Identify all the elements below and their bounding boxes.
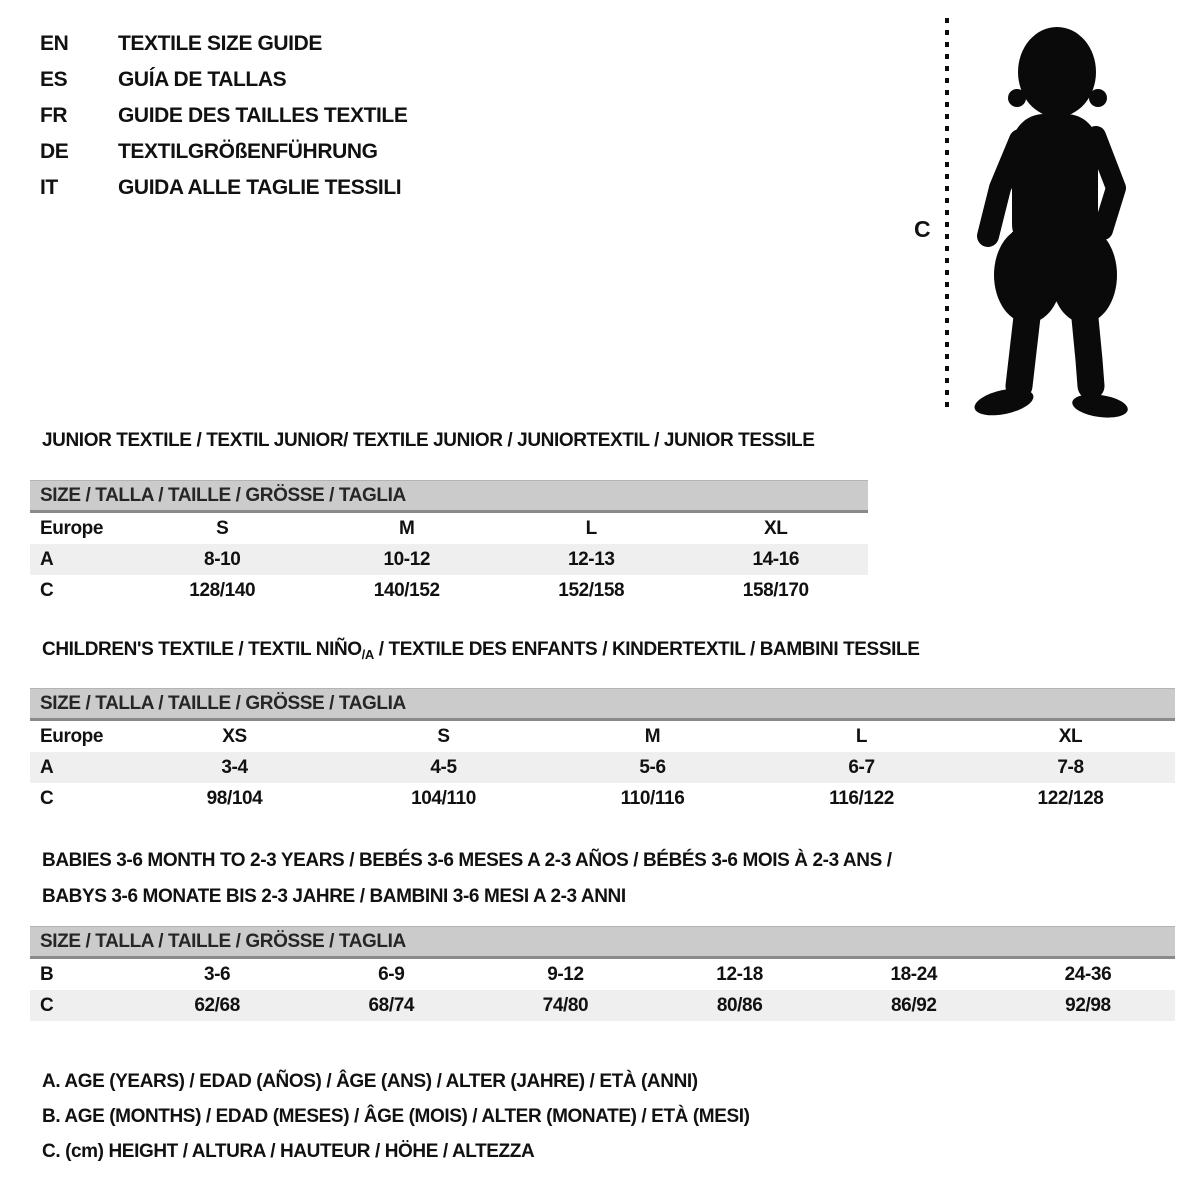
language-row-es xyxy=(40,62,407,98)
row-label: A xyxy=(40,548,54,570)
size-cell: M xyxy=(644,725,661,747)
value-cell: 104/110 xyxy=(411,787,476,809)
value-cell: 86/92 xyxy=(891,994,937,1016)
size-cell: XL xyxy=(1058,725,1083,747)
babies-section-title xyxy=(42,843,892,915)
size-cell: M xyxy=(399,517,415,539)
value-cell: 9-12 xyxy=(547,963,584,985)
language-row-en xyxy=(40,26,407,62)
value-cell: 3-4 xyxy=(221,756,248,778)
babies-size-header-bar: SIZE / TALLA / TAILLE / GRÖSSE / TAGLIA xyxy=(30,926,1175,959)
height-dashed-line xyxy=(943,14,951,418)
value-cell: 140/152 xyxy=(373,579,440,601)
junior-age-row xyxy=(30,544,868,575)
language-label: GUIDA ALLE TAGLIE TESSILI xyxy=(118,176,402,199)
language-row-de xyxy=(40,134,407,170)
value-cell: 62/68 xyxy=(194,994,240,1016)
junior-size-table xyxy=(30,480,868,606)
language-code: IT xyxy=(40,176,58,199)
language-label: GUÍA DE TALLAS xyxy=(118,68,287,91)
size-cell: S xyxy=(437,725,450,747)
row-label: C xyxy=(40,579,54,601)
language-label: TEXTILGRÖßENFÜHRUNG xyxy=(118,140,378,163)
legend-line-height-cm: C. (cm) HEIGHT / ALTURA / HAUTEUR / HÖHE / ALTEZZA xyxy=(42,1140,535,1162)
size-cell: S xyxy=(216,517,229,539)
value-cell: 6-7 xyxy=(848,756,875,778)
children-columns-row xyxy=(30,721,1175,752)
value-cell: 6-9 xyxy=(378,963,405,985)
value-cell: 122/128 xyxy=(1037,787,1104,809)
babies-height-row xyxy=(30,990,1175,1021)
value-cell: 18-24 xyxy=(890,963,938,985)
language-label: GUIDE DES TAILLES TEXTILE xyxy=(118,104,408,127)
junior-columns-row xyxy=(30,513,868,544)
size-cell: L xyxy=(585,517,597,539)
babies-size-table xyxy=(30,926,1175,1021)
value-cell: 5-6 xyxy=(639,756,666,778)
value-cell: 7-8 xyxy=(1057,756,1084,778)
language-label: TEXTILE SIZE GUIDE xyxy=(118,32,322,55)
value-cell: 3-6 xyxy=(203,963,231,985)
children-height-row xyxy=(30,783,1175,814)
junior-section-title: JUNIOR TEXTILE / TEXTIL JUNIOR/ TEXTILE JUNIOR / JUNIORTEXTIL / JUNIOR TESSILE xyxy=(42,430,815,451)
children-age-row xyxy=(30,752,1175,783)
value-cell: 128/140 xyxy=(189,579,256,601)
children-title-post: / TEXTILE DES ENFANTS / KINDERTEXTIL / BAMBINI TESSILE xyxy=(373,639,920,660)
language-code: FR xyxy=(40,104,68,127)
language-row-it xyxy=(40,170,407,206)
size-cell: L xyxy=(855,725,868,747)
value-cell: 10-12 xyxy=(383,548,431,570)
value-cell: 12-13 xyxy=(567,548,615,570)
size-cell: XS xyxy=(222,725,247,747)
value-cell: 24-36 xyxy=(1064,963,1112,985)
babies-title-line1: BABIES 3-6 MONTH TO 2-3 YEARS / BEBÉS 3-6 MESES A 2-3 AÑOS / BÉBÉS 3-6 MOIS À 2-3 ANS / xyxy=(42,850,892,871)
size-cell: XL xyxy=(764,517,788,539)
junior-height-row xyxy=(30,575,868,606)
value-cell: 152/158 xyxy=(558,579,625,601)
babies-months-row xyxy=(30,959,1175,990)
row-label: B xyxy=(40,963,54,985)
value-cell: 68/74 xyxy=(368,994,415,1016)
row-label: Europe xyxy=(40,517,104,539)
language-code: EN xyxy=(40,32,69,55)
value-cell: 4-5 xyxy=(430,756,457,778)
value-cell: 8-10 xyxy=(204,548,241,570)
language-code: ES xyxy=(40,68,68,91)
language-row-fr xyxy=(40,98,407,134)
legend-line-age-months: B. AGE (MONTHS) / EDAD (MESES) / ÂGE (MOIS) / ALTER (MONATE) / ETÀ (MESI) xyxy=(42,1105,750,1127)
value-cell: 74/80 xyxy=(542,994,589,1016)
babies-title-line2: BABYS 3-6 MONATE BIS 2-3 JAHRE / BAMBINI 3-6 MESI A 2-3 ANNI xyxy=(42,886,626,907)
language-code: DE xyxy=(40,140,69,163)
legend xyxy=(42,1064,750,1169)
children-title-pre: CHILDREN'S TEXTILE / TEXTIL NIÑO xyxy=(42,639,362,660)
value-cell: 14-16 xyxy=(752,548,800,570)
value-cell: 98/104 xyxy=(206,787,263,809)
value-cell: 92/98 xyxy=(1065,994,1111,1016)
height-measure-label: C xyxy=(914,216,931,242)
value-cell: 110/116 xyxy=(620,787,685,809)
value-cell: 80/86 xyxy=(716,994,763,1016)
value-cell: 12-18 xyxy=(716,963,763,985)
language-list xyxy=(40,26,407,206)
junior-size-header-bar: SIZE / TALLA / TAILLE / GRÖSSE / TAGLIA xyxy=(30,480,868,513)
toddler-silhouette-icon xyxy=(962,20,1140,418)
children-size-header-bar: SIZE / TALLA / TAILLE / GRÖSSE / TAGLIA xyxy=(30,688,1175,721)
children-title-subscript: /A xyxy=(361,647,374,662)
value-cell: 158/170 xyxy=(742,579,809,601)
children-size-table xyxy=(30,688,1175,814)
row-label: C xyxy=(40,787,54,809)
row-label: Europe xyxy=(40,725,104,747)
row-label: C xyxy=(40,994,54,1016)
children-section-title xyxy=(42,639,919,662)
value-cell: 116/122 xyxy=(829,787,894,809)
row-label: A xyxy=(40,756,54,778)
legend-line-age-years: A. AGE (YEARS) / EDAD (AÑOS) / ÂGE (ANS) / ALTER (JAHRE) / ETÀ (ANNI) xyxy=(42,1070,698,1092)
